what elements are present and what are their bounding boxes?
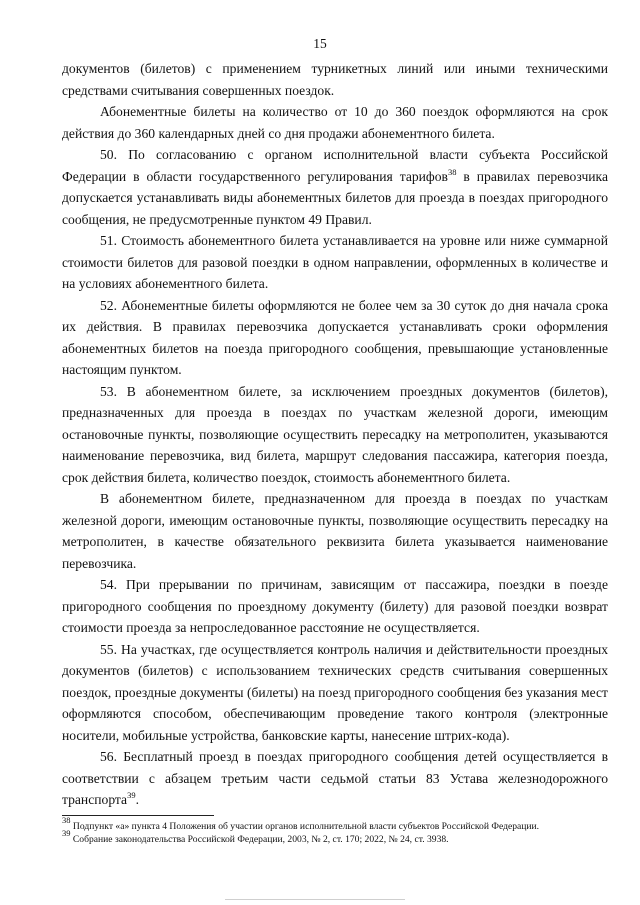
- document-body: [62, 58, 608, 811]
- page-number: 15: [313, 36, 327, 51]
- paragraph-50-text-end: в правилах перевозчика допускается устанавливать виды абонементных билетов для проезда в поездах пригородного сообщения, не предусмотренные пунктом 49 Правил.: [62, 168, 608, 227]
- paragraph-51: 51. Стоимость абонементного билета устанавливается на уровне или ниже суммарной стоимости билетов для разовой поездки в одном направлении, оформленных в количестве и на условиях абонементного билета.: [62, 233, 608, 291]
- paragraph-53: 53. В абонементном билете, за исключением проездных документов (билетов), предназначенных для проезда в поездах по участкам железной дороги, имеющим остановочные пункты, позволяющие осуществить пересадку на метрополитен, указываются наименование перевозчика, вид билета, маршрут следования пассажира, категория поезда, срок действия билета, количество поездок, стоимость абонементного билета.: [62, 383, 608, 485]
- footnote-divider: [62, 815, 214, 816]
- paragraph-56-text: 56. Бесплатный проезд в поездах пригородного сообщения детей осуществляется в соответствии с абзацем третьим части седьмой статьи 83 Устава железнодорожного транспорта: [62, 749, 608, 807]
- footnote-ref-39: 39: [127, 790, 136, 800]
- paragraph-continuation: документов (билетов) с применением турникетных линий или иными техническими средствами считывания совершенных поездок.: [62, 61, 608, 98]
- paragraph-season-tickets: Абонементные билеты на количество от 10 до 360 поездок оформляются на срок действия до 360 календарных дней со дня продажи абонементного билета.: [62, 104, 608, 141]
- paragraph-56-text-end: .: [135, 792, 139, 807]
- paragraph-53-second: В абонементном билете, предназначенном для проезда в поездах по участкам железной дороги, имеющим остановочные пункты, позволяющие осуществить пересадку на метрополитен, в качестве обязательного реквизита билета указывается наименование перевозчика.: [62, 491, 608, 571]
- footnote-38-text: Подпункт «а» пункта 4 Положения об участии органов исполнительной власти субъектов Российской Федерации.: [70, 821, 540, 832]
- footnote-39-text: Собрание законодательства Российской Федерации, 2003, № 2, ст. 170; 2022, № 24, ст. 3938.: [70, 834, 449, 845]
- footnote-39: [62, 828, 608, 846]
- paragraph-52: 52. Абонементные билеты оформляются не более чем за 30 суток до дня начала срока их действия. В правилах перевозчика допускается устанавливать сроки оформления абонементных билетов на поезда пригородного сообщения, превышающие установленные настоящим пунктом.: [62, 297, 608, 377]
- footnote-mark-39: 39: [62, 828, 71, 838]
- footnote-38: [62, 815, 608, 833]
- footnotes: [62, 815, 608, 846]
- paragraph-50: [62, 144, 608, 230]
- paragraph-55: 55. На участках, где осуществляется контроль наличия и действительности проездных документов (билетов) с использованием технических средств считывания совершенных поездок, проездные документы (билеты) на поезд пригородного сообщения без указания мест оформляются способом, обеспечивающим проведение такого контроля (электронные носители, мобильные устройства, банковские карты, нанесение штрих-кода).: [62, 641, 608, 743]
- scan-edge-line: [225, 899, 405, 900]
- footnote-ref-38: 38: [447, 166, 457, 177]
- paragraph-54: 54. При прерывании по причинам, зависящим от пассажира, поездки в поезде пригородного сообщения по проездному документу (билету) для разовой поездки возврат стоимости проезда за непроследованное расстояние не осуществляется.: [62, 577, 608, 635]
- paragraph-50-text: 50. По согласованию с органом исполнительной власти субъекта Российской Федерации в области государственного регулирования тарифов: [62, 147, 608, 184]
- paragraph-56: [62, 746, 608, 811]
- footnote-mark-38: 38: [62, 815, 71, 825]
